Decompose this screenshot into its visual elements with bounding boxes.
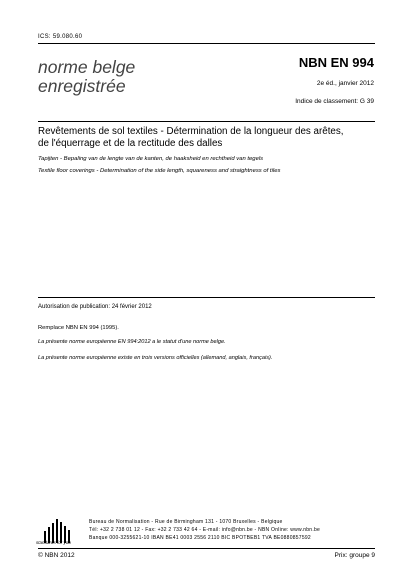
address-line-2: Tél: +32 2 738 01 12 - Fax: +32 2 733 42 64 - E-mail: info@nbn.be - NBN Online: www.nbn.be: [89, 527, 321, 533]
header-divider: [38, 43, 375, 44]
copyright: © NBN 2012: [38, 552, 75, 559]
price-group: Prix: groupe 9: [334, 552, 375, 559]
address-line-1: Bureau de Normalisation - Rue de Birmingham 131 - 1070 Bruxelles - Belgique: [89, 519, 283, 525]
brand-line-2: enregistrée: [38, 76, 126, 96]
brand-line-1: norme belge: [38, 57, 136, 77]
ics-code: ICS: 59.080.60: [38, 34, 83, 40]
classification-index: Indice de classement: G 39: [295, 98, 374, 105]
title-french-line-2: de l'équerrage et de la rectitude des dalles: [38, 137, 223, 149]
edition-date: 2e éd., janvier 2012: [316, 80, 374, 87]
publication-authorization: Autorisation de publication: 24 février 2012: [38, 304, 152, 310]
status-note: La présente norme européenne EN 994:2012 a le statut d'une norme belge.: [38, 339, 226, 345]
title-dutch: Tapijten - Bepaling van de lengte van de kanten, de haaksheid en rechtheid van tegels: [38, 156, 264, 162]
title-english: Textile floor coverings - Determination of the side length, squareness and straightness of tiles: [38, 168, 281, 174]
body-divider: [38, 297, 375, 298]
footer-divider: [38, 548, 375, 549]
title-divider: [38, 121, 375, 122]
address-line-3: Banque 000-3255621-10 IBAN BE41 0003 2556 2110 BIC BPOTBEB1 TVA BE0880857592: [89, 535, 311, 541]
versions-note: La présente norme européenne existe en trois versions officielles (allemand, anglais, français).: [38, 355, 273, 361]
logo-tagline: standards for you: [36, 540, 71, 545]
title-french: [38, 126, 383, 149]
replaces-note: Remplace NBN EN 994 (1995).: [38, 325, 119, 331]
standard-id: NBN EN 994: [298, 55, 374, 70]
title-french-line-1: Revêtements de sol textiles - Détermination de la longueur des arêtes,: [38, 126, 344, 137]
brand-block: [38, 58, 135, 96]
